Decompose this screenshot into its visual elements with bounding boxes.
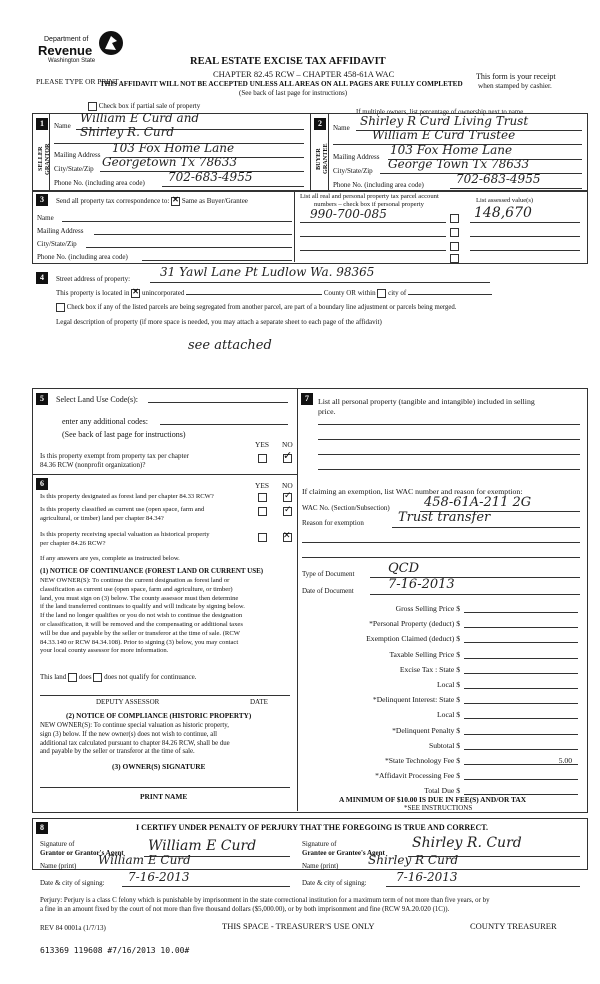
grantee-name[interactable]: Shirley R Curd — [368, 853, 459, 867]
forest-question: Is this property designated as forest land per chapter 84.33 RCW? — [40, 493, 214, 500]
does-label: does — [78, 673, 92, 682]
parcel-line-3[interactable] — [300, 250, 446, 251]
notice-continuance-line: NEW OWNER(S): To continue the current designation as forest land or — [40, 577, 230, 584]
located-label: This property is located in — [56, 289, 130, 298]
doc-date-label: Date of Document — [302, 587, 354, 595]
seller-phone-label: Phone No. (including area code) — [54, 179, 145, 187]
type-or-print: PLEASE TYPE OR PRINT — [36, 77, 119, 86]
section-1-side-divider — [49, 113, 50, 191]
buyer-phone[interactable]: 702-683-4955 — [456, 172, 541, 186]
assessed-line-1 — [470, 222, 580, 223]
land-use-label: Select Land Use Code(s): — [56, 395, 138, 404]
section-5-number: 5 — [36, 393, 48, 405]
reason-value[interactable]: Trust transfer — [398, 510, 491, 525]
exempt-no-checkbox[interactable]: ✓ — [283, 450, 293, 462]
section-2-number: 2 — [314, 118, 326, 130]
s5-yes: YES — [255, 440, 269, 449]
historic-yes-checkbox[interactable] — [258, 533, 267, 542]
segregated-checkbox[interactable] — [56, 303, 65, 312]
section-2-side-divider — [328, 113, 329, 191]
dor-logo — [38, 30, 130, 70]
historic-question-2: per chapter 84.26 RCW? — [40, 540, 106, 547]
deputy-date-label: DATE — [250, 698, 268, 706]
city-line[interactable] — [408, 294, 492, 295]
assessed-line-2[interactable] — [470, 236, 580, 237]
grantor-name-line — [94, 869, 290, 870]
additional-codes-line[interactable] — [160, 424, 288, 425]
grantor-name[interactable]: William E Curd — [98, 853, 191, 867]
form-revision: REV 84 0001a (1/7/13) — [40, 924, 106, 932]
section-3-divider — [294, 190, 295, 262]
fee-label: Local $ — [437, 680, 460, 689]
notice-compliance-line: NEW OWNER(S): To continue special valuation as historic property, — [40, 722, 229, 729]
parcel-line-2[interactable] — [300, 236, 446, 237]
same-as-buyer-checkbox[interactable]: ✕ — [172, 195, 179, 204]
section-7-number: 7 — [301, 393, 313, 405]
grantee-date-label: Date & city of signing: — [302, 879, 367, 887]
fee-value-line — [464, 779, 578, 780]
minimum-due-note: A MINIMUM OF $10.00 IS DUE IN FEE(S) AND/OR TAX — [339, 795, 527, 804]
grantee-signature[interactable]: Shirley R. Curd — [412, 835, 522, 851]
fee-value-line — [464, 612, 578, 613]
grantee-sig-label-1: Signature of — [302, 840, 337, 848]
segregated-label: Check box if any of the listed parcels are being segregated from another parcel, are part of a boundary line adjustment or parcels being merged. — [66, 304, 457, 312]
parcel-header-2: numbers – check box if personal property — [314, 201, 424, 208]
tax-correspondence-label — [56, 197, 248, 206]
fee-label: Gross Selling Price $ — [395, 604, 460, 613]
buyer-mailing-label: Mailing Address — [333, 153, 380, 161]
historic-question-1: Is this property receiving special valuation as historical property — [40, 531, 210, 538]
notice-continuance-line: or classification, it will be removed and the compensating or additional taxes — [40, 620, 243, 628]
seller-city-label: City/State/Zip — [54, 165, 94, 173]
owner-signature-line[interactable] — [40, 787, 290, 788]
doc-date-value[interactable]: 7-16-2013 — [388, 577, 455, 592]
parcel-line-1 — [300, 222, 446, 223]
city-checkbox[interactable] — [377, 289, 386, 298]
segregated-row — [56, 303, 457, 312]
historic-no-checkbox[interactable]: ✕ — [283, 530, 291, 540]
section-3-number: 3 — [36, 194, 48, 206]
notice-continuance-line: classification as current use (open space, farm and agriculture, or timber) — [40, 585, 233, 593]
notice-continuance-line: land, you must sign on (3) below. The county assessor must then determine — [40, 594, 239, 602]
forest-no-checkbox[interactable]: ✓ — [284, 490, 292, 500]
fee-value-line — [464, 734, 578, 735]
grantor-date[interactable]: 7-16-2013 — [128, 870, 190, 884]
perjury-note-1: Perjury: Perjury is a class C felony which is punishable by imprisonment in the state correctional institution for a maximum term of not more than five years, or by — [40, 897, 490, 904]
location-row — [56, 289, 492, 298]
parcel-1-personal-checkbox[interactable] — [450, 214, 459, 223]
corr-name-line[interactable] — [62, 221, 292, 222]
notice-continuance-line: will be due and payable by the seller or transferor at the time of sale. (RCW — [40, 629, 240, 637]
reason-line — [392, 527, 580, 528]
see-back-note: (See back of last page for instructions) — [239, 89, 348, 97]
seller-mailing-label: Mailing Address — [54, 151, 101, 159]
buyer-name-1[interactable]: Shirley R Curd Living Trust — [360, 114, 529, 128]
corr-mailing-line[interactable] — [94, 234, 292, 235]
seller-name-1[interactable]: William E Curd and — [80, 111, 200, 125]
parcel-number[interactable]: 990-700-085 — [310, 207, 387, 221]
reason-line-3[interactable] — [302, 557, 580, 558]
additional-codes-label: enter any additional codes: — [62, 417, 148, 426]
grantee-date[interactable]: 7-16-2013 — [396, 870, 458, 884]
buyer-label: BUYER GRANTEE — [315, 143, 329, 175]
form-chapter: CHAPTER 82.45 RCW – CHAPTER 458-61A WAC — [213, 69, 395, 79]
buyer-name-2[interactable]: William E Curd Trustee — [372, 128, 516, 142]
dor-logo-icon — [98, 30, 124, 56]
fee-value-line — [464, 703, 578, 704]
grantor-name-label: Name (print) — [40, 862, 77, 870]
exemption-label: If claiming an exemption, list WAC number and reason for exemption: — [302, 487, 523, 496]
dor-logo-line3: Washington State — [48, 58, 96, 64]
dor-logo-line1: Department of — [44, 36, 89, 43]
land-use-line[interactable] — [148, 402, 288, 403]
city-of-label: city of — [388, 289, 407, 298]
personal-property-line-1[interactable] — [318, 424, 580, 425]
assessed-line-3[interactable] — [470, 250, 580, 251]
doc-type-label: Type of Document — [302, 570, 355, 578]
legal-description[interactable]: see attached — [188, 338, 272, 353]
corr-city-line[interactable] — [86, 247, 292, 248]
exempt-yes-checkbox[interactable] — [258, 454, 267, 463]
street-address[interactable]: 31 Yawl Lane Pt Ludlow Wa. 98365 — [160, 265, 375, 279]
this-land-label: This land — [40, 673, 67, 682]
seller-phone[interactable]: 702-683-4955 — [168, 170, 253, 184]
personal-property-line-2[interactable] — [318, 439, 580, 440]
does-not-label: does not qualify for continuance. — [104, 673, 197, 682]
doc-date-line — [370, 594, 580, 595]
fee-label: Subtotal $ — [428, 740, 460, 750]
parcel-2-personal-checkbox[interactable] — [450, 228, 459, 237]
fee-label: Excise Tax : State $ — [399, 664, 460, 674]
county-line[interactable] — [186, 294, 322, 295]
buyer-city-label: City/State/Zip — [333, 167, 373, 175]
section-6-number: 6 — [36, 478, 48, 490]
reason-line-2[interactable] — [302, 542, 580, 543]
seller-mailing[interactable]: 103 Fox Home Lane — [112, 141, 235, 155]
fee-label: *Affidavit Processing Fee $ — [375, 771, 460, 781]
buyer-phone-label: Phone No. (including area code) — [333, 181, 424, 189]
seller-label: SELLER GRANTOR — [37, 143, 51, 175]
county-or-label: County OR within — [323, 289, 376, 298]
wac-number[interactable]: 458-61A-211 2G — [424, 495, 532, 510]
grantor-date-line — [122, 886, 290, 887]
notice-continuance-body — [40, 577, 245, 656]
parcel-4-personal-checkbox[interactable] — [450, 254, 459, 263]
notice-continuance-line: if the land transferred continues to qualify and will indicate by signing below. — [40, 603, 245, 611]
fee-value-line — [464, 673, 578, 674]
current-use-question-1: Is this property classified as current use (open space, farm and — [40, 506, 205, 513]
notice-compliance-line: sign (3) below. If the new owner(s) does not wish to continue, all — [40, 730, 217, 738]
assessed-header: List assessed value(s) — [476, 197, 534, 204]
column-divider — [297, 388, 298, 811]
seller-name-2[interactable]: Shirley R. Curd — [80, 125, 175, 139]
see-instructions-note: *SEE INSTRUCTIONS — [404, 804, 473, 812]
parcel-header-1: List all real and personal property tax parcel account — [300, 193, 439, 200]
section-5-6-separator — [32, 474, 297, 475]
corr-city-label: City/State/Zip — [37, 240, 77, 248]
if-yes-note: If any answers are yes, complete as instructed below. — [40, 555, 180, 562]
wac-label: WAC No. (Section/Subsection) — [302, 504, 390, 512]
receipt-note-2: when stamped by cashier. — [478, 82, 552, 90]
fee-value[interactable]: 5.00 — [558, 756, 572, 765]
grantee-name-label: Name (print) — [302, 862, 339, 870]
partial-sale-checkbox[interactable] — [88, 102, 97, 111]
parcel-3-personal-checkbox[interactable] — [450, 242, 459, 251]
send-to-label: Send all property tax correspondence to: — [56, 197, 170, 206]
multiple-owners-note: If multiple owners, list percentage of ownership next to name. — [356, 109, 525, 116]
dor-logo-line2: Revenue — [38, 43, 93, 58]
print-name-label: PRINT NAME — [140, 792, 188, 801]
s5-no: NO — [282, 440, 293, 449]
owner-signature-label: (3) OWNER(S) SIGNATURE — [112, 762, 206, 771]
corr-mailing-label: Mailing Address — [37, 227, 84, 235]
personal-property-line-4[interactable] — [318, 469, 580, 470]
current-use-question-2: agricultural, or timber) land per chapter 84.34? — [40, 515, 164, 522]
land-use-see-back: (See back of last page for instructions) — [62, 430, 186, 439]
unincorporated-checkbox[interactable]: ✕ — [132, 287, 139, 296]
fee-label: *Delinquent Penalty $ — [392, 725, 460, 735]
unincorporated-label: unincorporated — [141, 289, 185, 298]
fee-value-line — [464, 627, 578, 628]
buyer-phone-line — [450, 188, 582, 189]
notice-continuance-line: your local county assessor for more information. — [40, 647, 169, 655]
certify-statement: I CERTIFY UNDER PENALTY OF PERJURY THAT THE FOREGOING IS TRUE AND CORRECT. — [136, 823, 489, 832]
corr-name-label: Name — [37, 214, 54, 222]
notice-compliance-title: (2) NOTICE OF COMPLIANCE (HISTORIC PROPERTY) — [66, 712, 252, 720]
section-4-number: 4 — [36, 272, 48, 284]
grantee-name-line — [356, 869, 580, 870]
fee-label: Total Due $ — [424, 786, 460, 796]
perjury-note-2: a fine in an amount fixed by the court of not more than five thousand dollars ($5,000.00), or by both imprisonment and fine (RCW 9A.20.020 (1C)). — [40, 906, 450, 913]
doc-type-value[interactable]: QCD — [388, 561, 420, 576]
street-line — [150, 282, 490, 283]
s6-no: NO — [282, 481, 293, 490]
partial-sale-label: Check box if partial sale of property — [98, 102, 201, 111]
corr-phone-label: Phone No. (including area code) — [37, 253, 128, 261]
fee-label: Taxable Selling Price $ — [389, 649, 460, 659]
notice-compliance-line: and payable by the seller or transferor at the time of sale. — [40, 748, 195, 756]
grantor-sig-label-2: Grantor or Grantor's Agent — [40, 849, 124, 857]
grantor-signature[interactable]: William E Curd — [148, 838, 257, 854]
corr-phone-line[interactable] — [142, 260, 292, 261]
seller-phone-line — [162, 186, 304, 187]
notice-continuance-title: (1) NOTICE OF CONTINUANCE (FOREST LAND OR CURRENT USE) — [40, 567, 264, 575]
reason-label: Reason for exemption — [302, 519, 364, 527]
personal-property-label-1: List all personal property (tangible and intangible) included in selling — [318, 397, 535, 406]
fee-label: *Personal Property (deduct) $ — [369, 619, 460, 629]
fee-value-line — [464, 658, 578, 659]
notice-compliance-body — [40, 722, 230, 757]
continuance-row — [40, 673, 196, 682]
grantee-sig-label-2: Grantee or Grantee's Agent — [302, 849, 385, 857]
legal-description-label: Legal description of property (if more space is needed, you may attach a separate sheet to each page of the affidavit) — [56, 318, 382, 326]
street-label: Street address of property: — [56, 275, 131, 283]
seller-city[interactable]: Georgetown Tx 78633 — [102, 155, 238, 169]
buyer-mailing[interactable]: 103 Fox Home Lane — [390, 143, 513, 157]
fee-label: *State Technology Fee $ — [384, 756, 460, 765]
current-use-no-checkbox[interactable]: ✓ — [284, 504, 292, 514]
assessed-value[interactable]: 148,670 — [474, 205, 532, 221]
partial-sale-row — [88, 102, 200, 111]
section-8-number: 8 — [36, 822, 48, 834]
current-use-yes-checkbox[interactable] — [258, 507, 267, 516]
treasurer-space: THIS SPACE - TREASURER'S USE ONLY — [222, 921, 375, 931]
grantee-date-line — [386, 886, 580, 887]
does-checkbox[interactable] — [68, 673, 77, 682]
buyer-city[interactable]: George Town Tx 78633 — [388, 157, 530, 171]
county-treasurer: COUNTY TREASURER — [470, 921, 557, 931]
exempt-question-2: 84.36 RCW (nonprofit organization)? — [40, 461, 146, 469]
recording-stamp: 613369 119608 #7/16/2013 10.00# — [40, 946, 190, 955]
exempt-question-1: Is this property exempt from property tax per chapter — [40, 452, 189, 460]
fee-value-line — [464, 718, 578, 719]
fee-label: *Delinquent Interest: State $ — [372, 695, 460, 705]
receipt-note-1: This form is your receipt — [476, 72, 556, 81]
grantor-date-label: Date & city of signing: — [40, 879, 105, 887]
buyer-name-label: Name — [333, 124, 350, 132]
section-1-number: 1 — [36, 118, 48, 130]
notice-continuance-line: 84.33.140 or RCW 84.34.108). Prior to signing (3) below, you may contact — [40, 638, 239, 646]
fee-value-line — [464, 688, 578, 689]
fee-label: Exemption Claimed (deduct) $ — [366, 634, 460, 644]
fee-value-line — [464, 642, 578, 643]
deputy-line[interactable] — [40, 695, 290, 696]
does-not-checkbox[interactable] — [93, 673, 102, 682]
same-as-buyer-label: Same as Buyer/Grantee — [181, 197, 248, 206]
form-warning: THIS AFFIDAVIT WILL NOT BE ACCEPTED UNLESS ALL AREAS ON ALL PAGES ARE FULLY COMPLETED — [100, 80, 463, 88]
seller-name-label: Name — [54, 122, 71, 130]
fee-label: Local $ — [437, 710, 460, 720]
notice-compliance-line: additional tax calculated pursuant to chapter 84.26 RCW, shall be due — [40, 739, 230, 747]
notice-continuance-line: If the land no longer qualifies or you do not wish to continue the designation — [40, 612, 243, 620]
personal-property-line-3[interactable] — [318, 454, 580, 455]
fee-value-line — [464, 749, 578, 750]
deputy-assessor-label: DEPUTY ASSESSOR — [96, 698, 160, 706]
forest-yes-checkbox[interactable] — [258, 493, 267, 502]
form-title: REAL ESTATE EXCISE TAX AFFIDAVIT — [190, 56, 386, 67]
personal-property-label-2: price. — [318, 407, 336, 416]
s6-yes: YES — [255, 481, 269, 490]
section-divider — [310, 113, 311, 191]
grantor-sig-label-1: Signature of — [40, 840, 75, 848]
